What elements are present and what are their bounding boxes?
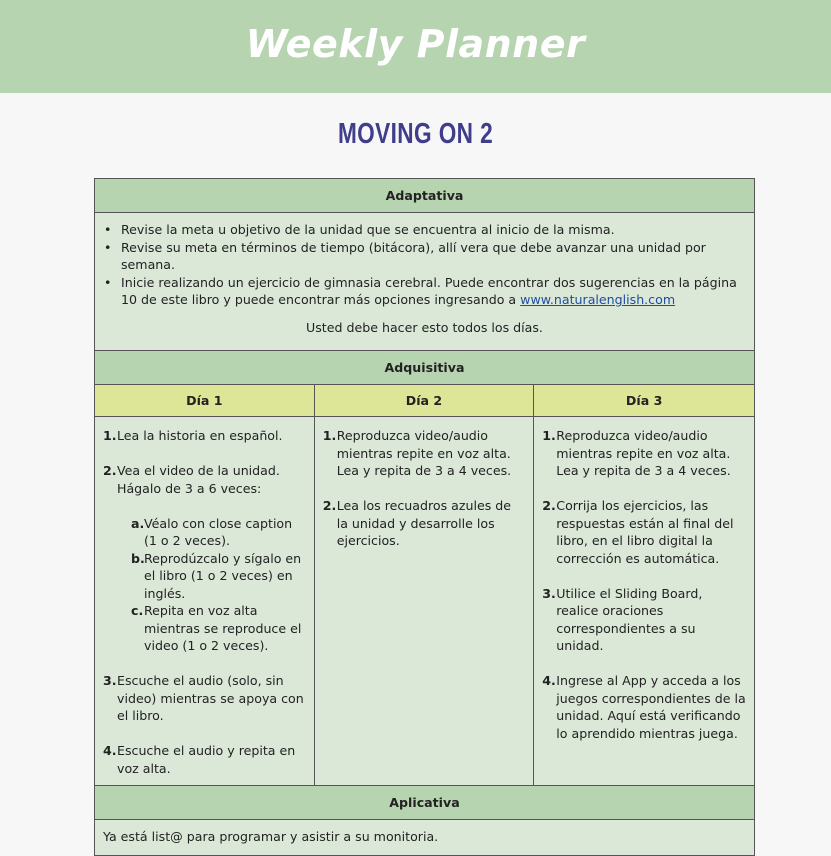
sub-item: c. Repita en voz alta mientras se reproduce el video (1 o 2 veces). [131,603,302,653]
list-item: 2. Corrija los ejercicios, las respuestas están al final del libro, en el libro digital la corrección es automática. [542,498,734,566]
everyday-note: Usted debe hacer esto todos los días. [306,319,543,335]
header-banner [0,0,831,93]
banner-title: Weekly Planner [245,22,586,66]
day3-cell [534,417,755,786]
list-item: • Revise su meta en términos de tiempo (bitácora), allí vera que debe avanzar una unidad por semana. [121,239,742,274]
list-item-text: Inicie realizando un ejercicio de gimnasia cerebral. Puede encontrar dos sugerencias en la página 10 de este libro y puede encontrar más opciones ingresando a [121,274,737,307]
adaptativa-list [95,213,754,309]
list-item: 3. Escuche el audio (solo, sin video) mientras se apoya con el libro. [103,673,304,723]
day1-cell [95,417,315,786]
list-item: 1. Reproduzca video/audio mientras repite en voz alta. Lea y repita de 3 a 4 veces. [322,428,512,478]
day2-heading: Día 2 [314,385,534,417]
adquisitiva-heading: Adquisitiva [95,351,755,385]
sub-item: a. Véalo con close caption (1 o 2 veces). [131,515,293,548]
day3-heading: Día 3 [534,385,755,417]
list-item: 1. Lea la historia en español. [103,428,283,443]
sub-item: b. Reprodúzcalo y sígalo en el libro (1 o 2 veces) en inglés. [131,550,302,601]
list-item: • Revise la meta u objetivo de la unidad que se encuentra al inicio de la misma. [121,221,742,239]
list-item [121,274,742,309]
list-item: 1. Reproduzca video/audio mientras repite en voz alta. Lea y repita de 3 a 4 veces. [542,428,731,478]
list-item: 2. Lea los recuadros azules de la unidad y desarrolle los ejercicios. [322,498,512,548]
list-item: 4. Escuche el audio y repita en voz alta. [103,743,296,776]
aplicativa-body: Ya está list@ para programar y asistir a su monitoria. [95,820,755,856]
planner-table [94,178,755,856]
adaptativa-body [95,213,755,351]
naturalenglish-link[interactable]: www.naturalenglish.com [520,292,676,307]
day1-heading: Día 1 [95,385,315,417]
list-item: 4. Ingrese al App y acceda a los juegos correspondientes de la unidad. Aquí está verificando lo aprendido mientras juega. [542,673,746,741]
list-item: 3. Utilice el Sliding Board, realice oraciones correspondientes a su unidad. [542,585,703,653]
aplicativa-heading: Aplicativa [95,786,755,820]
list-item: 2. Vea el video de la unidad. Hágalo de 3 a 6 veces: a. Véalo con close caption (1 o 2 veces). b. Reprodúzcalo y sígalo en el libro (1 o 2 veces) en inglés. c. Repita en voz alta mientras se reproduce el video (1 o 2 veces). [103,462,306,655]
page-title: MOVING ON 2 [337,118,494,150]
day2-cell [314,417,534,786]
adaptativa-heading: Adaptativa [95,179,755,213]
